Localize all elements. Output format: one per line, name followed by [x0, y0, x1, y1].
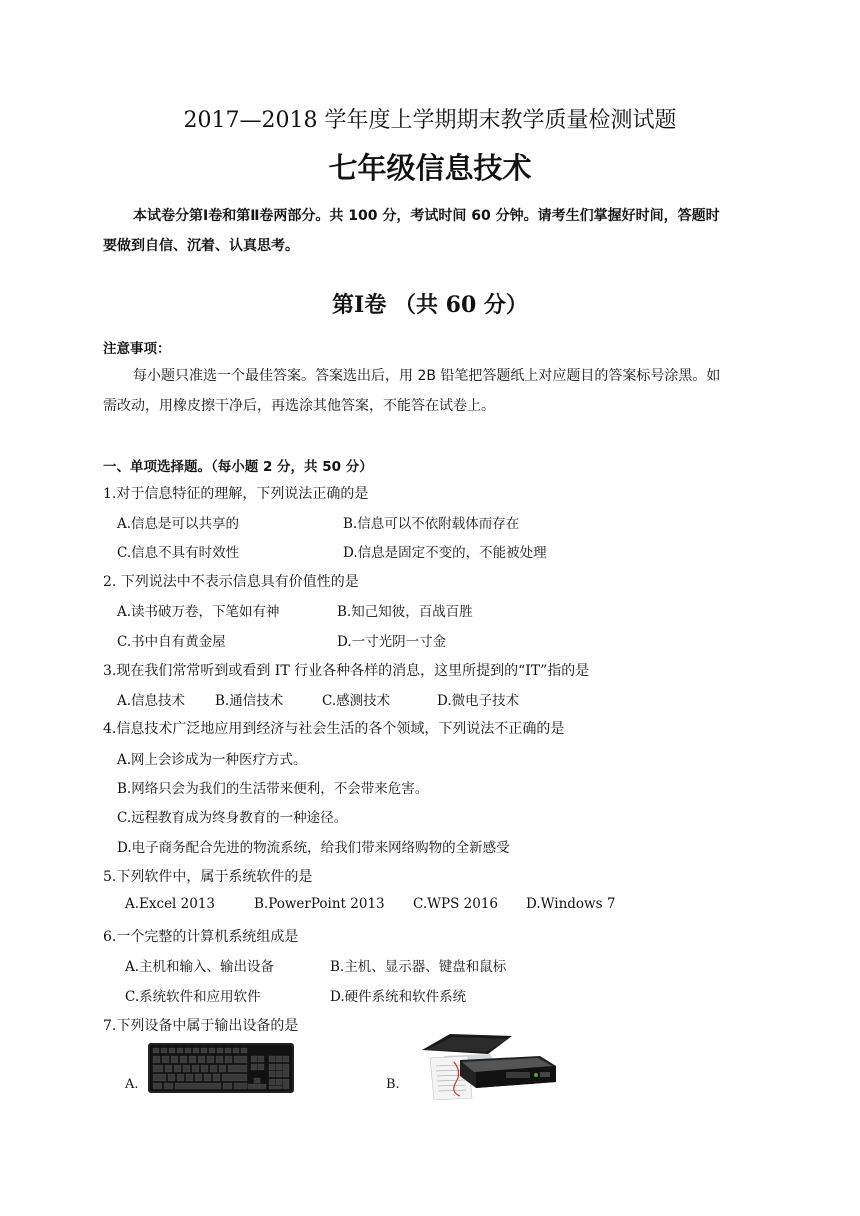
- notice-heading: 注意事项：: [103, 341, 171, 357]
- option: B.网络只会为我们的生活带来便利，不会带来危害。: [117, 781, 429, 797]
- option: D.信息是固定不变的，不能被处理: [343, 545, 547, 561]
- option: B.: [386, 1077, 400, 1092]
- question-stem: 3.现在我们常常听到或看到 IT 行业各种各样的消息，这里所提到的“IT”指的是: [103, 663, 590, 679]
- question-stem: 7.下列设备中属于输出设备的是: [103, 1018, 299, 1034]
- option: B.PowerPoint 2013: [254, 896, 385, 912]
- subject-title: 七年级信息技术: [328, 151, 532, 185]
- intro-line-2: 要做到自信、沉着、认真思考。: [103, 238, 299, 254]
- exam-title: 2017—2018 学年度上学期期末教学质量检测试题: [183, 108, 677, 133]
- option: C.远程教育成为终身教育的一种途径。: [117, 810, 348, 826]
- option: B.主机、显示器、键盘和鼠标: [330, 959, 507, 975]
- question-stem: 2. 下列说法中不表示信息具有价值性的是: [103, 574, 359, 590]
- option: A.信息技术: [117, 693, 186, 709]
- option: C.系统软件和应用软件: [125, 989, 261, 1005]
- option: C.书中自有黄金屋: [117, 634, 226, 650]
- notice-line-2: 需改动，用橡皮擦干净后，再选涂其他答案，不能答在试卷上。: [103, 398, 495, 414]
- option: D.硬件系统和软件系统: [330, 989, 467, 1005]
- option: A.主机和输入、输出设备: [125, 959, 275, 975]
- question-stem: 1.对于信息特征的理解，下列说法正确的是: [103, 486, 369, 502]
- question-stem: 6.一个完整的计算机系统组成是: [103, 929, 299, 945]
- question-stem: 4.信息技术广泛地应用到经济与社会生活的各个领域，下列说法不正确的是: [103, 721, 565, 737]
- option: B.信息可以不依附载体而存在: [343, 516, 520, 532]
- option: C.信息不具有时效性: [117, 545, 240, 561]
- option: C.感测技术: [322, 693, 391, 709]
- option: B.通信技术: [215, 693, 284, 709]
- notice-line-1: 每小题只准选一个最佳答案。答案选出后，用 2B 铅笔把答题纸上对应题目的答案标号涂黑。如: [133, 368, 721, 384]
- option: B.知己知彼，百战百胜: [337, 604, 473, 620]
- option: A.信息是可以共享的: [117, 516, 240, 532]
- option: D.Windows 7: [526, 896, 616, 912]
- option: A.读书破万卷，下笔如有神: [117, 604, 280, 620]
- part-heading: 一、单项选择题。（每小题 2 分，共 50 分）: [103, 459, 373, 475]
- scanner-icon: [410, 1032, 558, 1100]
- option: A.Excel 2013: [125, 896, 216, 912]
- keyboard-icon: [148, 1042, 294, 1094]
- option: C.WPS 2016: [413, 896, 498, 912]
- option: D.一寸光阴一寸金: [337, 634, 447, 650]
- option: A.: [125, 1077, 139, 1092]
- section-title: 第Ⅰ卷 （共 60 分）: [332, 292, 528, 318]
- question-stem: 5.下列软件中，属于系统软件的是: [103, 869, 313, 885]
- option: A.网上会诊成为一种医疗方式。: [117, 752, 307, 768]
- intro-line-1: 本试卷分第Ⅰ卷和第Ⅱ卷两部分。共 100 分，考试时间 60 分钟。请考生们掌握好时间，答题时: [133, 208, 720, 224]
- option: D.微电子技术: [437, 693, 520, 709]
- option: D.电子商务配合先进的物流系统，给我们带来网络购物的全新感受: [117, 840, 510, 856]
